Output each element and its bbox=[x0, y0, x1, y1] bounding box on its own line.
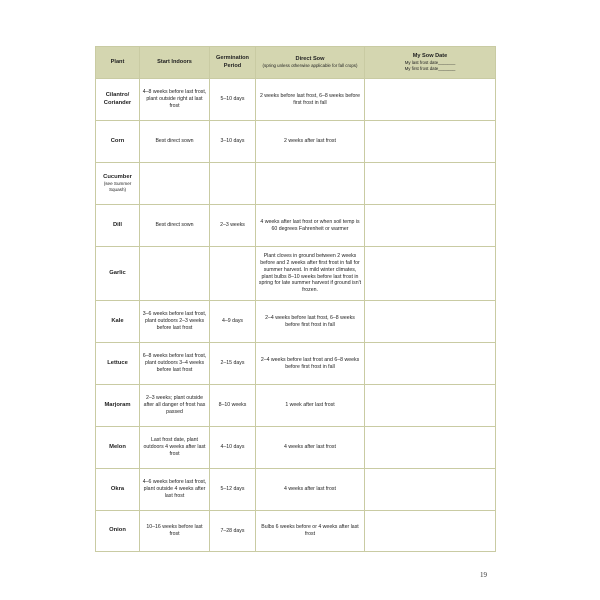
table-row bbox=[96, 247, 496, 301]
plant-cell bbox=[96, 163, 140, 205]
plant-name: Onion bbox=[109, 527, 126, 534]
plant-name: Marjoram bbox=[104, 401, 131, 408]
direct-sow-cell: 4 weeks after last frost bbox=[256, 469, 365, 511]
start-indoors-cell: 10–16 weeks before last frost bbox=[140, 511, 210, 552]
header-direct-sow-sub: (spring unless otherwise applicable for fall crops) bbox=[262, 63, 358, 69]
plant-name: Kale bbox=[111, 317, 124, 324]
header-my-sow-date bbox=[365, 47, 496, 79]
table-row bbox=[96, 205, 496, 247]
direct-sow-cell: 2–4 weeks before last frost, 6–8 weeks before first frost in fall bbox=[256, 301, 365, 343]
plant-cell bbox=[96, 427, 140, 469]
header-plant: Plant bbox=[96, 47, 140, 79]
my-sow-date-cell[interactable] bbox=[365, 301, 496, 343]
my-sow-date-cell[interactable] bbox=[365, 163, 496, 205]
plant-name: Cucumber bbox=[103, 173, 132, 180]
plant-cell bbox=[96, 247, 140, 301]
germination-cell: 8–10 weeks bbox=[210, 385, 256, 427]
direct-sow-cell: 1 week after last frost bbox=[256, 385, 365, 427]
germination-cell: 2–3 weeks bbox=[210, 205, 256, 247]
table-row bbox=[96, 301, 496, 343]
direct-sow-cell: 2–4 weeks before last frost and 6–8 weeks before first frost in fall bbox=[256, 343, 365, 385]
plant-cell bbox=[96, 385, 140, 427]
germination-cell: 4–9 days bbox=[210, 301, 256, 343]
table-header-row bbox=[96, 47, 496, 79]
plant-note: (see Summer Squash) bbox=[103, 181, 132, 193]
table-row bbox=[96, 469, 496, 511]
direct-sow-cell: 2 weeks after last frost bbox=[256, 121, 365, 163]
table-row bbox=[96, 79, 496, 121]
last-frost-date-line: My last frost date_______ bbox=[404, 60, 456, 66]
header-start-indoors: Start Indoors bbox=[140, 47, 210, 79]
my-sow-date-cell[interactable] bbox=[365, 247, 496, 301]
plant-cell bbox=[96, 469, 140, 511]
first-frost-date-line: My first frost date_______ bbox=[404, 66, 456, 72]
my-sow-date-cell[interactable] bbox=[365, 385, 496, 427]
start-indoors-cell: 6–8 weeks before last frost, plant outdoors 3–4 weeks before last frost bbox=[140, 343, 210, 385]
plant-name: Corn bbox=[110, 137, 125, 144]
table-row bbox=[96, 427, 496, 469]
germination-cell: 7–28 days bbox=[210, 511, 256, 552]
germination-cell: 3–10 days bbox=[210, 121, 256, 163]
direct-sow-cell: 2 weeks before last frost, 6–8 weeks before first frost in fall bbox=[256, 79, 365, 121]
header-direct-sow-title: Direct Sow bbox=[295, 56, 325, 62]
plant-name: Okra bbox=[110, 485, 125, 492]
my-sow-date-cell[interactable] bbox=[365, 343, 496, 385]
my-sow-date-cell[interactable] bbox=[365, 121, 496, 163]
start-indoors-cell: 4–8 weeks before last frost, plant outside right at last frost bbox=[140, 79, 210, 121]
germination-cell: 2–15 days bbox=[210, 343, 256, 385]
table-row bbox=[96, 343, 496, 385]
start-indoors-cell: 2–3 weeks; plant outside after all danger of frost has passed bbox=[140, 385, 210, 427]
table-row bbox=[96, 385, 496, 427]
header-germination: Germination Period bbox=[210, 47, 256, 79]
sow-date-table bbox=[95, 46, 496, 552]
plant-cell bbox=[96, 511, 140, 552]
germination-cell: 5–12 days bbox=[210, 469, 256, 511]
table-row bbox=[96, 163, 496, 205]
plant-name: Lettuce bbox=[107, 359, 128, 366]
germination-cell bbox=[210, 247, 256, 301]
plant-name: Melon bbox=[109, 443, 126, 450]
start-indoors-cell: 4–6 weeks before last frost, plant outside 4 weeks after last frost bbox=[140, 469, 210, 511]
plant-name: Cilantro/ Coriander bbox=[103, 91, 132, 106]
my-sow-date-cell[interactable] bbox=[365, 469, 496, 511]
germination-cell bbox=[210, 163, 256, 205]
direct-sow-cell: Plant cloves in ground between 2 weeks before and 2 weeks after first frost in fall for summer harvest. In mild winter climates, plant bulbs 8–10 weeks before last frost in spring for late summer harvest if ground isn't frozen. bbox=[256, 247, 365, 301]
plant-cell bbox=[96, 121, 140, 163]
direct-sow-cell bbox=[256, 163, 365, 205]
start-indoors-cell bbox=[140, 163, 210, 205]
germination-cell: 4–10 days bbox=[210, 427, 256, 469]
start-indoors-cell bbox=[140, 247, 210, 301]
my-sow-date-cell[interactable] bbox=[365, 511, 496, 552]
plant-name: Dill bbox=[112, 221, 123, 228]
my-sow-date-cell[interactable] bbox=[365, 79, 496, 121]
my-sow-date-cell[interactable] bbox=[365, 427, 496, 469]
header-my-sow-date-title: My Sow Date bbox=[412, 53, 448, 60]
table-row bbox=[96, 121, 496, 163]
direct-sow-cell: 4 weeks after last frost bbox=[256, 427, 365, 469]
plant-cell bbox=[96, 205, 140, 247]
start-indoors-cell: Best direct sown bbox=[140, 121, 210, 163]
plant-cell bbox=[96, 79, 140, 121]
start-indoors-cell: Last frost date, plant outdoors 4 weeks after last frost bbox=[140, 427, 210, 469]
table-row bbox=[96, 511, 496, 552]
germination-cell: 5–10 days bbox=[210, 79, 256, 121]
plant-cell bbox=[96, 343, 140, 385]
direct-sow-cell: Bulbs 6 weeks before or 4 weeks after last frost bbox=[256, 511, 365, 552]
plant-name: Garlic bbox=[109, 269, 126, 276]
page-number: 19 bbox=[480, 571, 487, 579]
plant-cell bbox=[96, 301, 140, 343]
direct-sow-cell: 4 weeks after last frost or when soil temp is 60 degrees Fahrenheit or warmer bbox=[256, 205, 365, 247]
start-indoors-cell: 3–6 weeks before last frost, plant outdoors 2–3 weeks before last frost bbox=[140, 301, 210, 343]
header-direct-sow bbox=[256, 47, 365, 79]
my-sow-date-cell[interactable] bbox=[365, 205, 496, 247]
start-indoors-cell: Best direct sown bbox=[140, 205, 210, 247]
